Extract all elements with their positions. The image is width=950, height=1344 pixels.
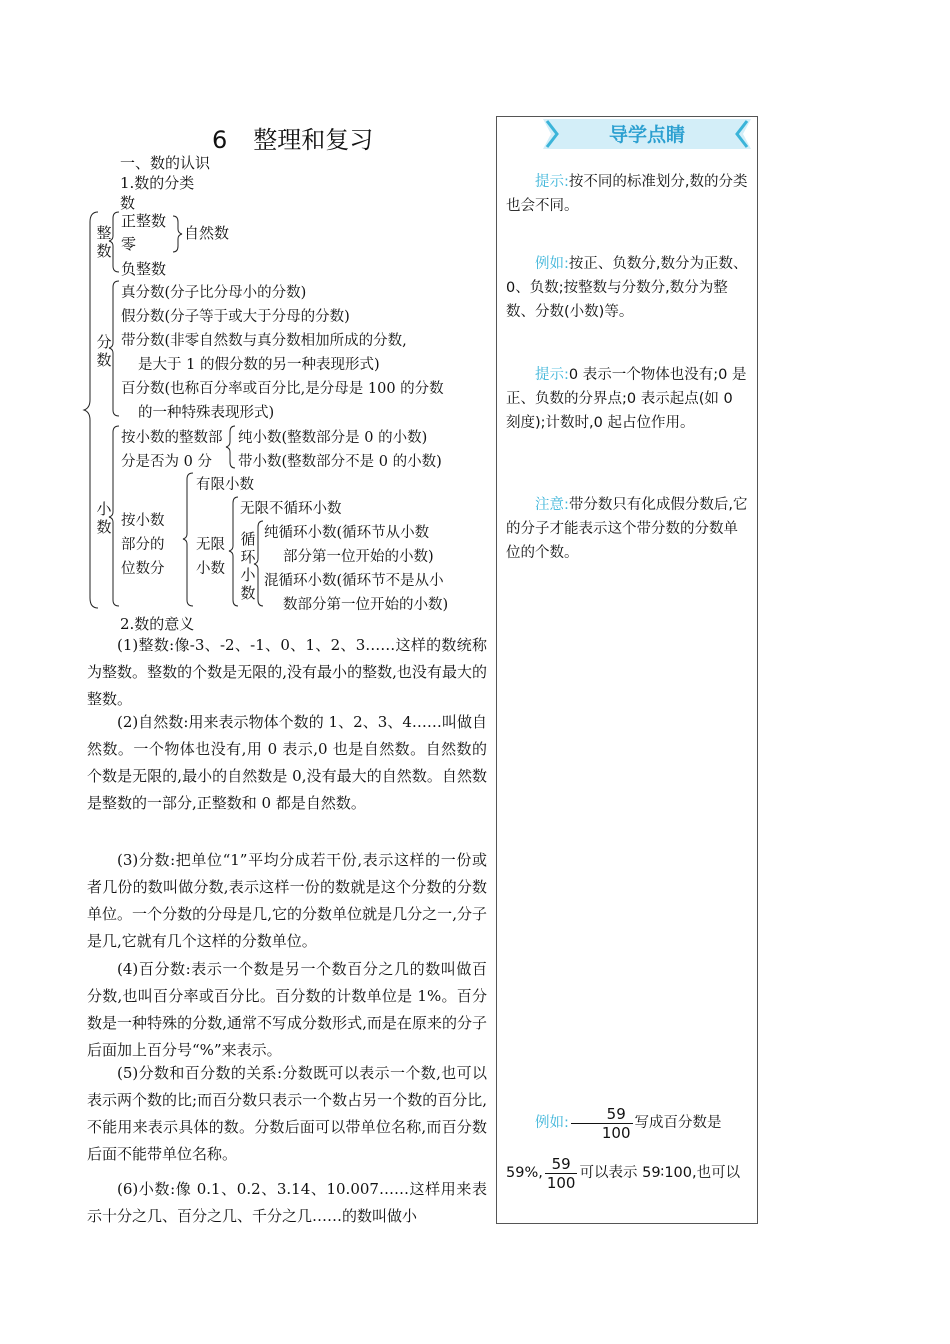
label-fraction: 分数: [96, 333, 112, 369]
node-mixed-recurring-cont: 数部分第一位开始的小数): [283, 597, 449, 613]
paragraph-relation: [87, 1060, 487, 1168]
note-label: 注意:: [535, 497, 569, 513]
brace-infinite: [229, 497, 238, 606]
sidebar-note-3: [506, 363, 750, 435]
label-integer: 整数: [96, 224, 112, 260]
sidebar-example: [506, 1098, 750, 1198]
paragraph-decimal-text: (6)小数:像 0.1、0.2、3.14、10.007……这样用来表示十分之几、百分之几、千分之几……的数叫做小: [87, 1180, 487, 1225]
example-text-2: 59%,: [506, 1165, 543, 1181]
brace-natural: [173, 216, 182, 252]
node-infinite-decimal: 无限: [196, 537, 225, 553]
banner-title: 导学点睛: [608, 124, 686, 146]
node-by-digits-2: 部分的: [121, 537, 165, 553]
node-percentage: 百分数(也称百分率或百分比,是分母是 100 的分数: [121, 381, 444, 397]
section-heading: 一、数的认识: [120, 154, 211, 172]
node-negative-integer: 负整数: [121, 260, 167, 278]
title-number: 6: [212, 126, 228, 154]
paragraph-natural-text: (2)自然数:用来表示物体个数的 1、2、3、4……叫做自然数。一个物体也没有,用 0 表示,0 也是自然数。自然数的个数是无限的,最小的自然数是 0,没有最大的自然数。自然数是整数的一部分,正整数和 0 都是自然数。: [87, 713, 487, 812]
fraction-59-100: [571, 1105, 633, 1142]
paragraph-percentage-text: (4)百分数:表示一个数是另一个数百分之几的数叫做百分数,也叫百分率或百分比。百分数的计数单位是 1%。百分数是一种特殊的分数,通常不写成分数形式,而是在原来的分子后面加上百分号“%”来表示。: [87, 960, 487, 1059]
subsection-heading-2: 2.数的意义: [120, 615, 195, 633]
brace-by-int: [226, 426, 235, 468]
node-pure-recurring: 纯循环小数(循环节从小数: [264, 525, 430, 541]
paragraph-decimal: [87, 1176, 487, 1230]
note-text: 按正、负数分,数分为正数、0、负数;按整数与分数分,数分为整数、分数(小数)等。: [506, 256, 748, 320]
fraction-denominator-b: 100: [546, 1173, 576, 1192]
note-label: 提示:: [535, 367, 569, 383]
node-pure-recurring-cont: 部分第一位开始的小数): [283, 549, 434, 565]
example-text-1: 写成百分数是: [634, 1115, 722, 1131]
node-by-integer-part: 按小数的整数部: [121, 430, 223, 446]
node-by-integer-part-cont: 分是否为 0 分: [121, 454, 212, 470]
fraction-59-100-b: [545, 1155, 578, 1192]
node-by-digits: 按小数: [121, 513, 165, 529]
node-mixed-number: 带分数(非零自然数与真分数相加所成的分数,: [121, 333, 407, 349]
node-percentage-cont: 的一种特殊表现形式): [138, 405, 275, 421]
node-improper-fraction: 假分数(分子等于或大于分母的分数): [121, 309, 350, 325]
sidebar-note-4: [506, 493, 750, 565]
label-decimal: 小数: [96, 500, 112, 536]
node-finite-decimal: 有限小数: [196, 477, 254, 493]
fraction-denominator: 100: [601, 1123, 631, 1142]
paragraph-relation-text: (5)分数和百分数的关系:分数既可以表示一个数,也可以表示两个数的比;而百分数只表示一个数占另一个数的百分比,不能用来表示具体的数。分数后面可以带单位名称,而百分数后面不能带单位名称。: [87, 1064, 487, 1163]
paragraph-integer: [87, 632, 487, 713]
note-label: 提示:: [535, 174, 569, 190]
paragraph-fraction-text: (3)分数:把单位“1”平均分成若干份,表示这样的一份或者几份的数叫做分数,表示这样一份的数就是这个分数的分数单位。一个分数的分母是几,它的分数单位就是几分之一,分子是几,它就有几个这样的分数单位。: [87, 851, 487, 950]
note-text: 按不同的标准划分,数的分类也会不同。: [506, 174, 748, 214]
node-mixed-decimal: 带小数(整数部分不是 0 的小数): [238, 454, 442, 470]
node-mixed-recurring: 混循环小数(循环节不是从小: [264, 573, 444, 589]
fraction-numerator-b: 59: [545, 1155, 578, 1174]
example-label: 例如:: [535, 1115, 569, 1131]
brace-root: [84, 212, 98, 608]
node-mixed-number-cont: 是大于 1 的假分数的另一种表现形式): [138, 357, 380, 373]
node-pure-decimal: 纯小数(整数部分是 0 的小数): [238, 430, 428, 446]
paragraph-fraction: [87, 847, 487, 955]
node-natural-number: 自然数: [184, 224, 230, 242]
node-by-digits-3: 位数分: [121, 561, 165, 577]
sidebar-note-2: [506, 252, 750, 324]
sidebar-note-1: [506, 170, 750, 218]
fraction-numerator: 59: [571, 1105, 633, 1124]
tree-root: 数: [120, 194, 136, 212]
title-text: 整理和复习: [253, 126, 374, 154]
subsection-heading-1: 1.数的分类: [120, 174, 195, 192]
example-text-3: 可以表示 59∶100,也可以: [579, 1165, 741, 1181]
node-proper-fraction: 真分数(分子比分母小的分数): [121, 285, 307, 301]
node-zero: 零: [121, 235, 137, 253]
paragraph-integer-text: (1)整数:像-3、-2、-1、0、1、2、3……这样的数统称为整数。整数的个数是无限的,没有最小的整数,也没有最大的整数。: [87, 636, 487, 708]
node-non-recurring: 无限不循环小数: [240, 501, 342, 517]
node-positive-integer: 正整数: [121, 212, 167, 230]
note-label: 例如:: [535, 256, 569, 272]
brace-by-digits: [183, 473, 193, 606]
note-text: 带分数只有化成假分数后,它的分子才能表示这个带分数的分数单位的个数。: [506, 497, 748, 561]
label-recurring: 循环小数: [240, 530, 256, 602]
sidebar-banner: [543, 117, 751, 151]
paragraph-natural: [87, 709, 487, 817]
note-text: 0 表示一个物体也没有;0 是正、负数的分界点;0 表示起点(如 0 刻度);计数时,0 起占位作用。: [506, 367, 747, 431]
node-infinite-decimal-2: 小数: [196, 561, 225, 577]
paragraph-percentage: [87, 956, 487, 1064]
